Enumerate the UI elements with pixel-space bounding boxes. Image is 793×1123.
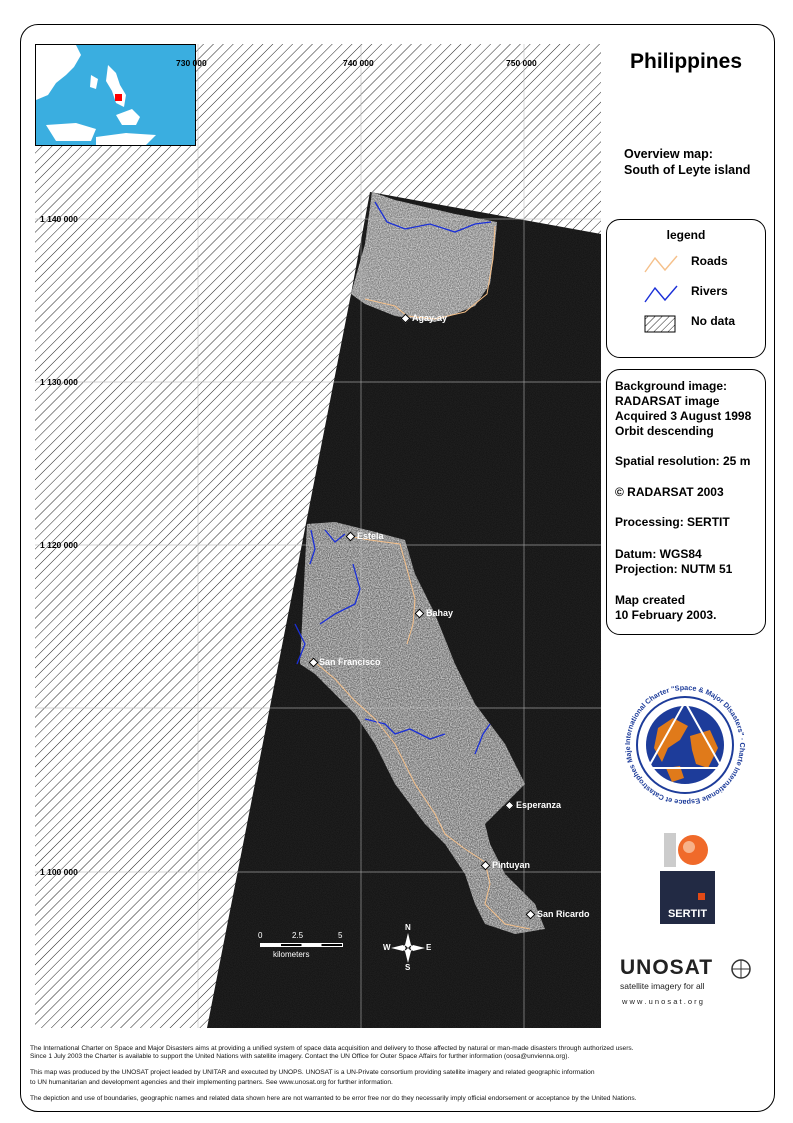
scale-bar-graphic [260,943,343,947]
legend-label: No data [691,314,736,328]
town-label-esperanza: Esperanza [516,800,562,810]
sertit-text: SERTIT [667,908,708,920]
sertit-emblem [660,831,715,869]
map-title: Philippines [629,50,742,73]
metadata-box [606,369,766,635]
grid-x-label: 750 000 [506,58,537,68]
info-line: Datum: WGS84 [615,547,702,561]
sertit-square-icon [698,893,705,900]
locator-red-marker [115,94,122,101]
hatch-symbol-icon [643,314,679,334]
footer-line: This map was produced by the UNOSAT project leaded by UNITAR and executed by UNOPS. UNOSAT is a UN-Private consortium providing satellite imagery and related geographic information [30,1069,595,1076]
grid-y-label: 1 130 000 [40,377,78,387]
overview-line: South of Leyte island [624,163,751,177]
info-line: Orbit descending [615,424,714,438]
sertit-emblem-icon [660,831,715,869]
info-line: Background image: [615,379,728,393]
locator-landmass [36,45,195,145]
town-label-agay-ay: Agay-ay [412,313,448,323]
footer-line: The depiction and use of boundaries, geographic names and related data shown here are not warranted to be error free nor do they necessarily imply official endorsement or acceptance by the United Nations. [30,1095,637,1102]
compass-s: S [405,963,411,972]
rivers-symbol-icon [643,284,679,304]
unosat-url: w w w . u n o s a t . o r g [622,997,703,1006]
grid-y-label: 1 140 000 [40,214,78,224]
unosat-logo [620,956,760,1011]
footer-line: The International Charter on Space and Major Disasters aims at providing a unified system of space data acquisition and delivery to those affected by natural or man-made disasters through authorized users. [30,1045,634,1052]
scale-bar [258,931,378,961]
locator-inset-map [35,44,196,146]
charter-globe-icon [618,678,752,808]
town-label-pintuyan: Pintuyan [492,860,531,870]
grid-y-label: 1 100 000 [40,867,78,877]
footer-line: Since 1 July 2003 the Charter is available to support the United Nations with satellite imagery. Contact the UN Office for Outer Space Affairs for further information (oosa@unvienna.org). [30,1053,570,1060]
info-line: Map created [615,593,686,607]
compass-e: E [426,943,432,952]
legend-title: legend [666,228,706,242]
legend-label: Rivers [691,284,728,298]
compass-n: N [405,923,411,932]
map-panel [35,44,601,1028]
info-line: Projection: NUTM 51 [615,562,733,576]
grid-y-label: 1 120 000 [40,540,78,550]
north-arrow-compass [383,925,433,971]
legend-item-roads [643,254,728,277]
town-label-bahay: Bahay [426,608,454,618]
scale-tick-label: 0 [258,931,263,940]
town-label-estela: Estela [357,531,384,541]
town-label-san-francisco: San Francisco [319,657,381,667]
footer-line: to UN humanitarian and development agencies and their implementing partners. See www.unosat.org for further information. [30,1079,393,1086]
info-line: Acquired 3 August 1998 [615,409,752,423]
sertit-logo [660,831,715,924]
overview-caption [624,146,750,178]
scale-tick-label: 2.5 [292,931,304,940]
scale-tick-label: 5 [338,931,343,940]
info-line: Processing: SERTIT [615,515,730,529]
roads-symbol-icon [643,254,679,274]
sertit-panel [660,871,715,924]
charter-logo [618,678,752,808]
grid-x-label: 730 000 [176,58,207,68]
info-line: © RADARSAT 2003 [615,485,724,499]
legend-box [606,219,766,358]
unosat-wordmark: UNOSAT [620,956,714,979]
town-label-san-ricardo: San Ricardo [537,909,590,919]
info-line: 10 February 2003. [615,608,717,622]
scale-unit-label: kilometers [273,950,310,959]
grid-x-label: 740 000 [343,58,374,68]
legend-label: Roads [691,254,728,268]
compass-w: W [383,943,391,952]
legend-item-no-data [643,314,736,337]
info-line: RADARSAT image [615,394,720,408]
overview-line: Overview map: [624,147,713,161]
unosat-tagline: satellite imagery for all [620,981,705,991]
charter-ring-text: International Charter "Space & Major Disasters" · Charte Internationale Espace et Catastrophes Maje [622,682,748,808]
un-emblem-icon [730,958,752,980]
info-line: Spatial resolution: 25 m [615,454,751,468]
legend-item-rivers [643,284,728,307]
